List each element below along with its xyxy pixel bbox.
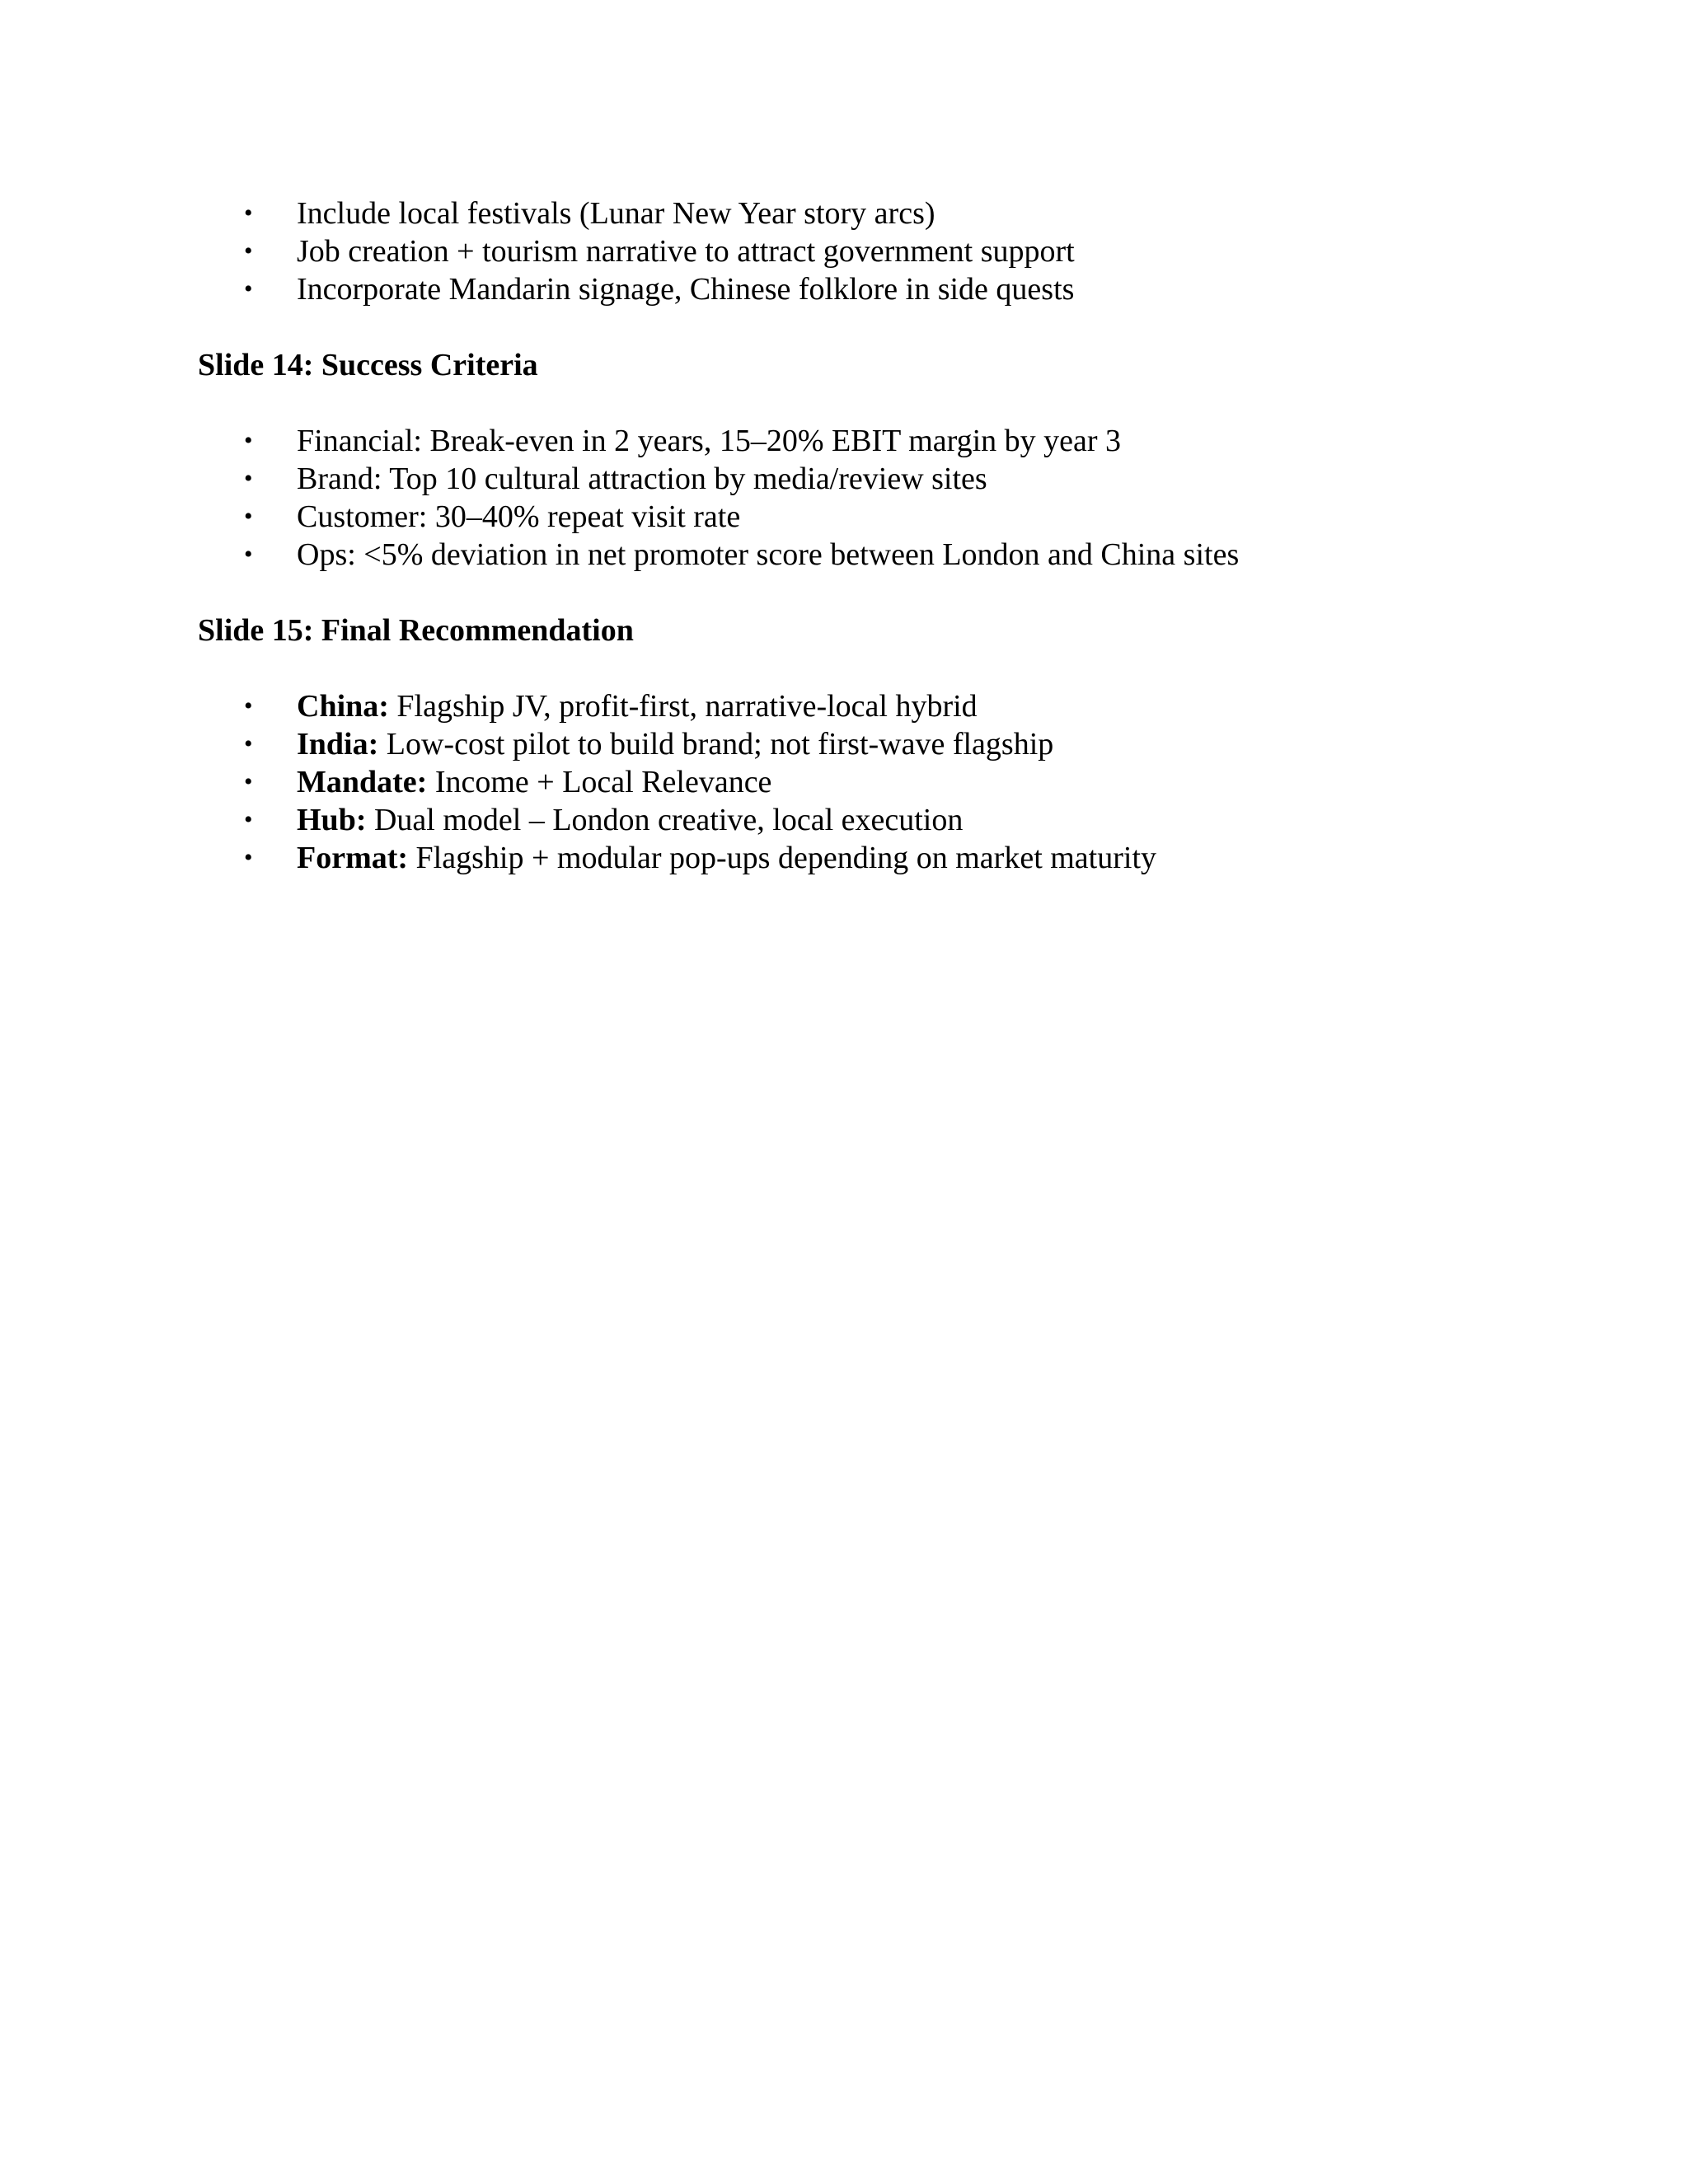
list-item-lead: Hub: — [297, 803, 367, 837]
list-item-text: Dual model – London creative, local execution — [366, 803, 964, 837]
list-item-text: Flagship JV, profit-first, narrative-local hybrid — [388, 689, 978, 724]
final-recommendation-list — [198, 687, 1533, 877]
list-item-text: Ops: <5% deviation in net promoter score between London and China sites — [297, 537, 1240, 572]
list-item — [198, 194, 1533, 232]
list-item-lead: Format: — [297, 841, 409, 875]
document-content — [198, 194, 1533, 877]
list-item-lead: China: — [297, 689, 389, 724]
list-item — [198, 801, 1533, 839]
list-item — [198, 725, 1533, 763]
list-item — [198, 498, 1533, 536]
bullet-icon: • — [244, 844, 253, 871]
list-item — [198, 839, 1533, 877]
slide14-heading: Slide 14: Success Criteria — [198, 348, 538, 382]
list-item-lead: Mandate: — [297, 765, 428, 799]
bullet-icon: • — [244, 275, 253, 302]
list-item — [198, 763, 1533, 801]
bullet-icon: • — [244, 465, 253, 492]
success-criteria-list — [198, 422, 1533, 574]
list-item-text: Low-cost pilot to build brand; not first-wave flagship — [378, 727, 1054, 762]
list-item-lead: India: — [297, 727, 379, 762]
list-item — [198, 422, 1533, 460]
list-item-text: Include local festivals (Lunar New Year story arcs) — [297, 196, 935, 231]
list-item-text: Incorporate Mandarin signage, Chinese folklore in side quests — [297, 272, 1075, 307]
list-item — [198, 536, 1533, 574]
bullet-icon: • — [244, 806, 253, 833]
list-item-text: Income + Local Relevance — [427, 765, 772, 799]
list-item — [198, 460, 1533, 498]
list-item — [198, 270, 1533, 308]
list-item — [198, 232, 1533, 270]
bullet-icon: • — [244, 541, 253, 568]
bullet-icon: • — [244, 768, 253, 795]
bullet-icon: • — [244, 199, 253, 227]
list-item-text: Financial: Break-even in 2 years, 15–20% EBIT margin by year 3 — [297, 424, 1122, 458]
list-item-text: Customer: 30–40% repeat visit rate — [297, 499, 741, 534]
list-item-text: Job creation + tourism narrative to attract government support — [297, 234, 1075, 269]
bullet-icon: • — [244, 237, 253, 265]
list-item-text: Flagship + modular pop-ups depending on market maturity — [408, 841, 1157, 875]
bullet-icon: • — [244, 427, 253, 454]
intro-bullet-list — [198, 194, 1533, 308]
bullet-icon: • — [244, 730, 253, 757]
list-item-text: Brand: Top 10 cultural attraction by media/review sites — [297, 462, 987, 496]
bullet-icon: • — [244, 692, 253, 719]
list-item — [198, 687, 1533, 725]
slide15-heading: Slide 15: Final Recommendation — [198, 613, 634, 648]
bullet-icon: • — [244, 503, 253, 530]
